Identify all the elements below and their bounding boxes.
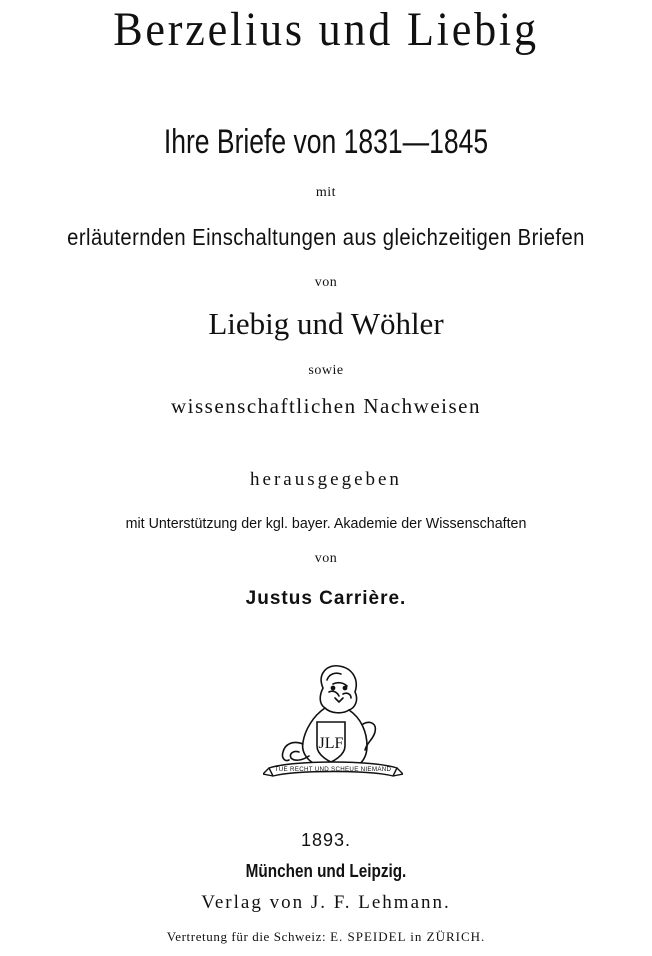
scientific-references-line: wissenschaftlichen Nachweisen bbox=[171, 394, 481, 418]
correspondents-names: Liebig und Wöhler bbox=[208, 306, 444, 341]
connector-mit: mit bbox=[315, 185, 337, 200]
explanatory-line: erläuternden Einschaltungen aus gleichzeitigen Briefen bbox=[67, 224, 585, 250]
banner-motto: TUE RECHT UND SCHEUE NIEMAND bbox=[274, 766, 392, 773]
swiss-agent-prefix: Vertretung für die Schweiz: bbox=[166, 929, 327, 944]
book-title: Berzelius und Liebig bbox=[113, 3, 539, 56]
publication-year: 1893. bbox=[300, 830, 352, 850]
connector-von-1: von bbox=[314, 275, 338, 290]
shield-monogram: JLF bbox=[318, 735, 344, 752]
connector-sowie: sowie bbox=[308, 363, 344, 378]
swiss-agent-line bbox=[0, 930, 652, 943]
academy-support-line: mit Unterstützung der kgl. bayer. Akademie der Wissenschaften bbox=[125, 515, 527, 532]
lion-printers-mark-icon bbox=[263, 660, 403, 780]
swiss-agent-name: E. SPEIDEL in ZÜRICH. bbox=[330, 929, 486, 944]
editor-name: Justus Carrière. bbox=[245, 588, 407, 609]
connector-von-2: von bbox=[314, 551, 338, 566]
book-subtitle: Ihre Briefe von 1831—1845 bbox=[163, 123, 489, 161]
publisher-line: Verlag von J. F. Lehmann. bbox=[201, 892, 451, 913]
edited-line: herausgegeben bbox=[250, 469, 402, 490]
publication-place: München und Leipzig. bbox=[245, 861, 407, 881]
